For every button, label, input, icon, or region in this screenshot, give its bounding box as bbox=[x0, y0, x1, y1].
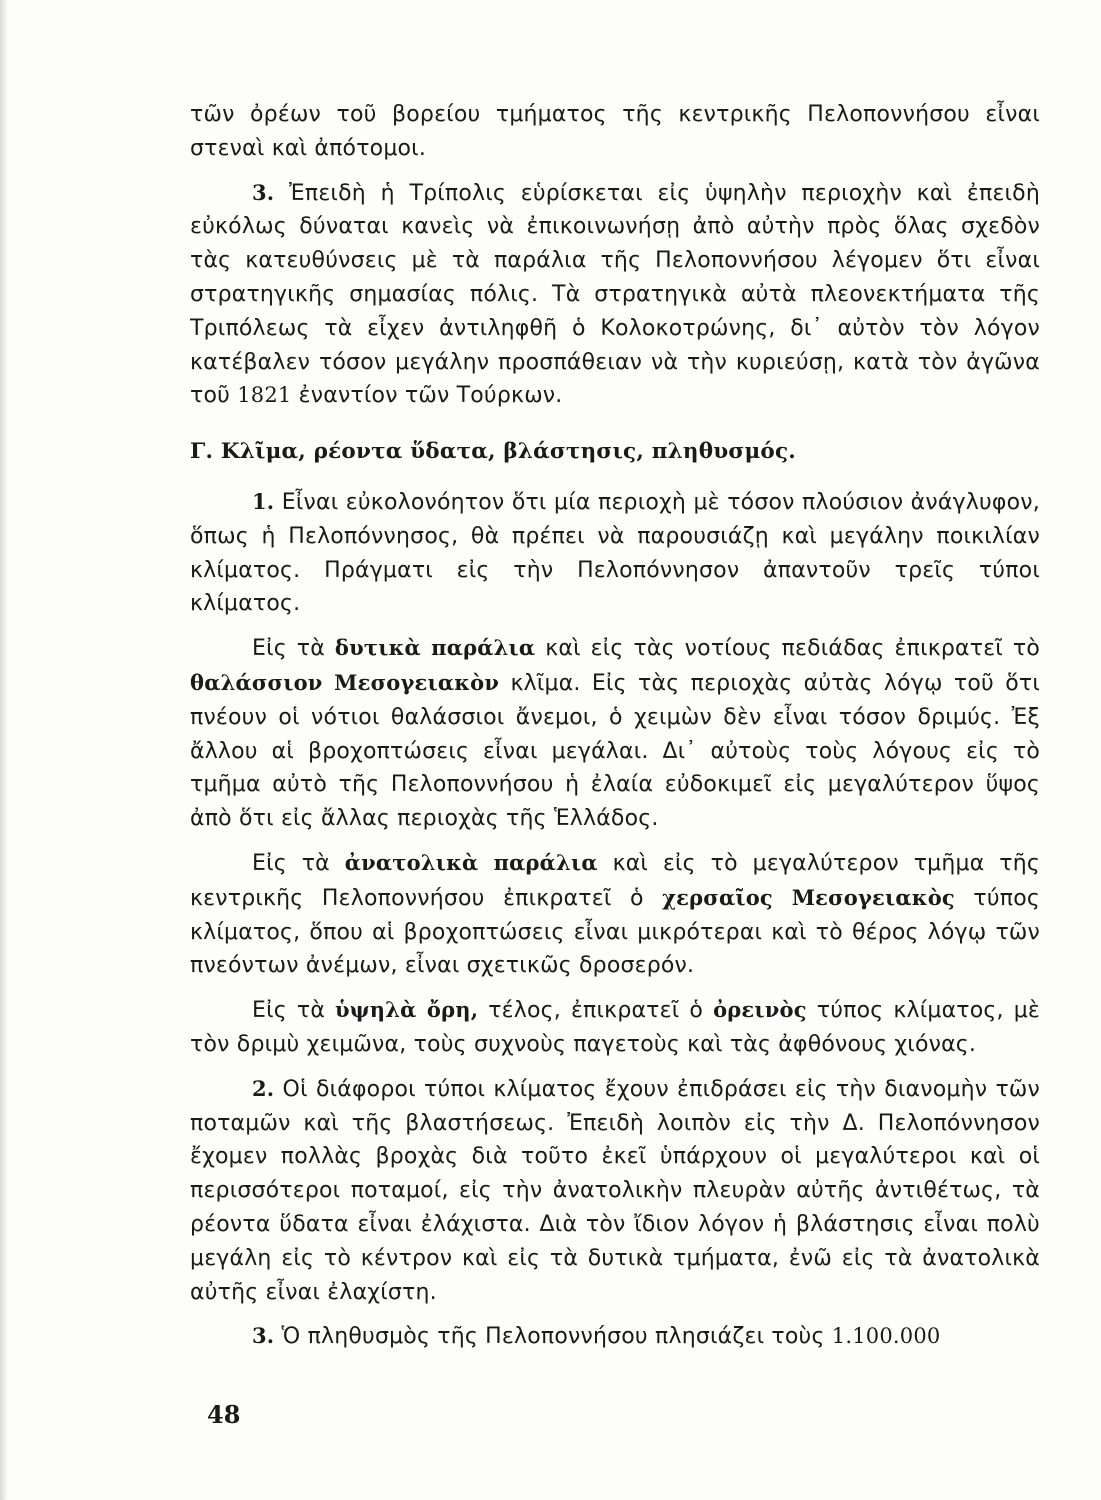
body-text bbox=[190, 98, 1040, 1354]
bold-term: θαλάσσιον Μεσογειακὸν bbox=[190, 669, 500, 695]
paragraph-number: 3. bbox=[252, 1323, 275, 1349]
paragraph-east-coast: Εἰς τὰ ἀνατολικὰ παράλια καὶ εἰς τὸ μεγαλύτερον τμῆμα τῆς κεντρικῆς Πελοποννήσου ἐπικρατεῖ ὁ χερσαῖος Μεσογειακὸς τύπος κλίματος, ὅπου αἱ βροχοπτώσεις εἶναι μικρότεραι καὶ τὸ θέρος λόγῳ τῶν πνεόντων ἀνέμων, εἶναι σχετικῶς δροσερόν. bbox=[190, 849, 1041, 979]
bold-term: χερσαῖος Μεσογειακὸς bbox=[662, 884, 955, 910]
paragraph-west-coast: Εἰς τὰ δυτικὰ παράλια καὶ εἰς τὰς νοτίους πεδιάδας ἐπικρατεῖ τὸ θαλάσσιον Μεσογειακὸν κλῖμα. Εἰς τὰς περιοχὰς αὐτὰς λόγῳ τοῦ ὅτι πνέουν οἱ νότιοι θαλάσσιοι ἄνεμοι, ὁ χειμὼν δὲν εἶναι τόσον δριμύς. Ἐξ ἄλλου αἱ βροχοπτώσεις εἶναι μεγάλαι. Δι᾿ αὐτοὺς τοὺς λόγους εἰς τὸ τμῆμα αὐτὸ τῆς Πελοποννήσου ἡ ἐλαία εὐδοκιμεῖ εἰς μεγαλύτερον ὕψος ἀπὸ ὅτι εἰς ἄλλας περιοχὰς τῆς Ἑλλάδος. bbox=[190, 635, 1040, 832]
page-number: 48 bbox=[207, 1400, 241, 1429]
population-figure: 1.100.000 bbox=[831, 1324, 941, 1349]
paragraph-number: 2. bbox=[252, 1075, 275, 1101]
paragraph-mountains: Εἰς τὰ ὑψηλὰ ὄρη, τέλος, ἐπικρατεῖ ὁ ὀρεινὸς τύπος κλίματος, μὲ τὸν δριμὺ χειμῶνα, τοὺς συχνοὺς παγετοὺς καὶ τὰς ἀφθόνους χιόνας. bbox=[190, 997, 1040, 1057]
section-heading: Γ. Κλῖμα, ρέοντα ὕδατα, βλάστησις, πληθυσμός. bbox=[190, 439, 796, 465]
bold-term: δυτικὰ παράλια bbox=[334, 635, 536, 661]
bold-term: ἀνατολικὰ παράλια bbox=[344, 849, 598, 875]
paragraph-tripoli: 3. Ἐπειδὴ ἡ Τρίπολις εὑρίσκεται εἰς ὑψηλὴν περιοχὴν καὶ ἐπειδὴ εὐκόλως δύναται κανεὶς νὰ ἐπικοινωνήσῃ ἀπὸ αὐτὴν πρὸς ὅλας σχεδὸν τὰς κατευθύνσεις μὲ τὰ παράλια τῆς Πελοποννήσου λέγομεν ὅτι εἶναι στρατηγικῆς σημασίας πόλις. Τὰ στρατηγικὰ αὐτὰ πλεονεκτήματα τῆς Τριπόλεως τὰ εἶχεν ἀντιληφθῆ ὁ Κολοκοτρώνης, δι᾿ αὐτὸν τὸν λόγον κατέβαλεν τόσον μεγάλην προσπάθειαν νὰ τὴν κυριεύσῃ, κατὰ τὸν ἀγῶνα τοῦ 1821 ἐναντίον τῶν Τούρκων. bbox=[190, 179, 1040, 409]
page-edge-shadow bbox=[0, 0, 8, 1500]
paragraph-number: 3. bbox=[252, 179, 275, 205]
bold-term: ὑψηλὰ ὄρη, bbox=[335, 997, 479, 1023]
paragraph-rivers: 2. Οἱ διάφοροι τύποι κλίματος ἔχουν ἐπιδράσει εἰς τὴν διανομὴν τῶν ποταμῶν καὶ τῆς βλαστήσεως. Ἐπειδὴ λοιπὸν εἰς τὴν Δ. Πελοπόννησον ἔχομεν πολλὰς βροχὰς διὰ τοῦτο ἐκεῖ ὑπάρχουν οἱ μεγαλύτεροι καὶ οἱ περισσότεροι ποταμοί, εἰς τὴν ἀνατολικὴν πλευρὰν αὐτῆς ἀντιθέτως, τὰ ρέοντα ὕδατα εἶναι ἐλάχιστα. Διὰ τὸν ἴδιον λόγον ἡ βλάστησις εἶναι πολὺ μεγάλη εἰς τὸ κέντρον καὶ εἰς τὰ δυτικὰ τμήματα, ἐνῶ εἰς τὰ ἀνατολικὰ αὐτῆς εἶναι ἐλαχίστη. bbox=[190, 1075, 1040, 1305]
paragraph-climate-intro: 1. Εἶναι εὐκολονόητον ὅτι μία περιοχὴ μὲ τόσον πλούσιον ἀνάγλυφον, ὅπως ἡ Πελοπόννησος, θὰ πρέπει νὰ παρουσιάζῃ καὶ μεγάλην ποικιλίαν κλίματος. Πράγματι εἰς τὴν Πελοπόννησον ἀπαντοῦν τρεῖς τύποι κλίματος. bbox=[190, 488, 1040, 617]
paragraph-number: 1. bbox=[252, 488, 275, 514]
paragraph-population: 3. Ὁ πληθυσμὸς τῆς Πελοποννήσου πλησιάζει τοὺς 1.100.000 bbox=[252, 1323, 941, 1350]
bold-term: ὀρεινὸς bbox=[713, 997, 807, 1023]
paragraph-continuation: τῶν ὀρέων τοῦ βορείου τμήματος τῆς κεντρικῆς Πελοποννήσου εἶναι στεναὶ καὶ ἀπότομοι. bbox=[190, 102, 1040, 161]
year: 1821 bbox=[237, 383, 292, 408]
